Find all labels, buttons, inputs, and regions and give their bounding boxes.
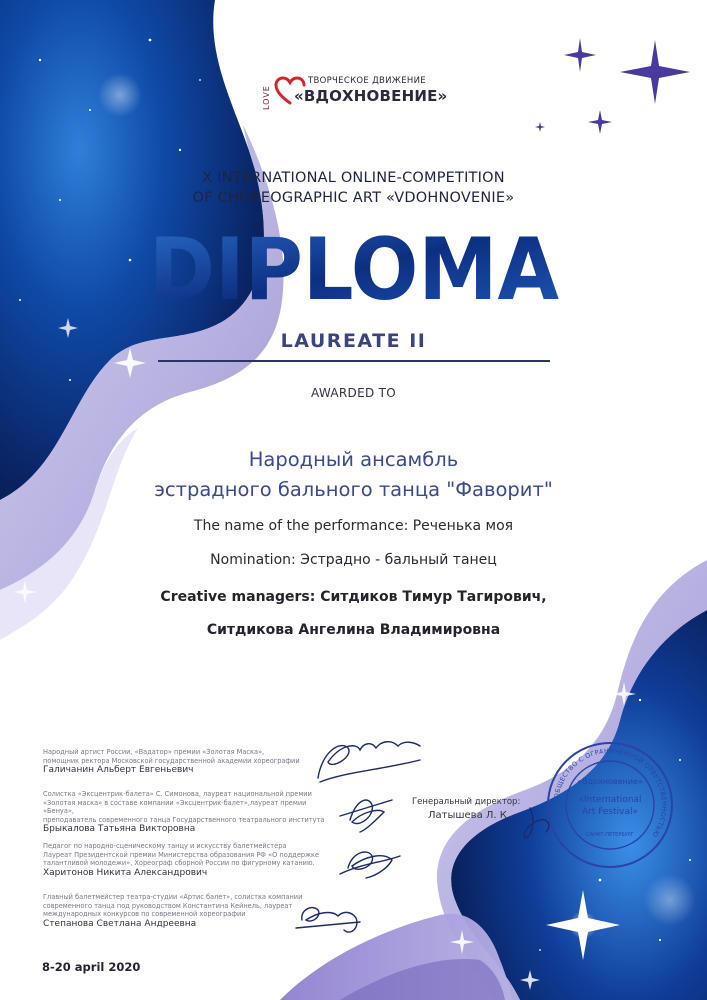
logo-side-text: LOVE xyxy=(262,85,271,110)
jury-desc: Главный балетмейстер театра-студии «Артис балет», солистка компании xyxy=(43,893,303,901)
director-name: Латышева Л. К. xyxy=(428,810,511,821)
awarded-to-label: AWARDED TO xyxy=(311,386,396,400)
competition-dates: 8-20 april 2020 xyxy=(42,960,141,974)
competition-title-line2: OF CHOREOGRAPHIC ART «VDOHNOVENIE» xyxy=(192,190,515,206)
jury-desc: Лауреат Президентской премии Министерства образования РФ «О поддержке xyxy=(43,850,320,859)
logo-line1: ТВОРЧЕСКОЕ ДВИЖЕНИЕ xyxy=(308,76,426,86)
jury-desc: Солистка «Эксцентрик-балета» С. Симонова, лауреат национальной премии xyxy=(43,790,312,798)
stamp-top: «Вдохновение» xyxy=(577,777,643,786)
managers-line2: Ситдикова Ангелина Владимировна xyxy=(206,622,501,638)
signature-4 xyxy=(296,922,360,928)
competition-title-line1: X INTERNATIONAL ONLINE-COMPETITION xyxy=(202,170,505,186)
nomination: Nomination: Эстрадно - бальный танец xyxy=(210,552,497,568)
stamp-bottom: САНКТ-ПЕТЕРБУРГ xyxy=(586,832,634,838)
signature-3 xyxy=(348,852,392,878)
managers-line1: Creative managers: Ситдиков Тимур Тагирович, xyxy=(160,589,547,605)
jury-desc: «Золотая маска» в составе компании «Эксцентрик-балет»,лауреат премии «Бенуа», xyxy=(43,798,307,816)
jury-desc: помощник ректора Московской государственной академии хореографии xyxy=(43,756,300,765)
director-title: Генеральный директор: xyxy=(412,797,521,807)
jury-name: Галичанин Альберт Евгеньевич xyxy=(43,765,194,776)
stamp-mid1: «International xyxy=(578,795,642,805)
signature-2 xyxy=(350,800,384,832)
diploma-title-text: DIPLOMA xyxy=(149,220,560,317)
signature-1 xyxy=(320,760,420,782)
signature-1 xyxy=(318,742,420,778)
jury-desc: Народный артист России, «Вадатор» премии «Золотая Маска», xyxy=(43,748,265,756)
degree-label: LAUREATE II xyxy=(280,330,427,352)
recipient-line1: Народный ансамбль xyxy=(248,448,459,471)
jury-desc: преподаватель современного танца Государственного театрального института xyxy=(43,815,325,824)
jury-name: Харитонов Никита Александрович xyxy=(43,867,208,878)
signature-4 xyxy=(302,908,357,932)
official-stamp xyxy=(545,740,675,870)
recipient-line2: эстрадного бального танца "Фаворит" xyxy=(154,478,553,501)
jury-desc: талантливой молодежи», Хореограф сборной России по фигурному катанию. xyxy=(43,859,315,868)
jury-name: Брыкалова Татьяна Викторовна xyxy=(43,824,196,835)
jury-desc: Педагог по народно-сценическому танцу и искусству балетмейстера xyxy=(43,842,287,850)
jury-desc: международных конкурсов по современной хореографии xyxy=(43,910,246,919)
performance-name: The name of the performance: Реченька моя xyxy=(193,518,514,534)
logo-line2: «ВДОХНОВЕНИЕ» xyxy=(294,87,448,105)
jury-desc: современного танца под руководством Константина Кейнель, лауреат xyxy=(43,901,293,910)
stamp-mid2: Art Festival» xyxy=(581,807,639,817)
stamp-ring-text: ОБЩЕСТВО С ОГРАНИЧЕННОЙ ОТВЕТСТВЕННОСТЬЮ xyxy=(553,747,668,839)
jury-name: Степанова Светлана Андреевна xyxy=(43,918,197,929)
